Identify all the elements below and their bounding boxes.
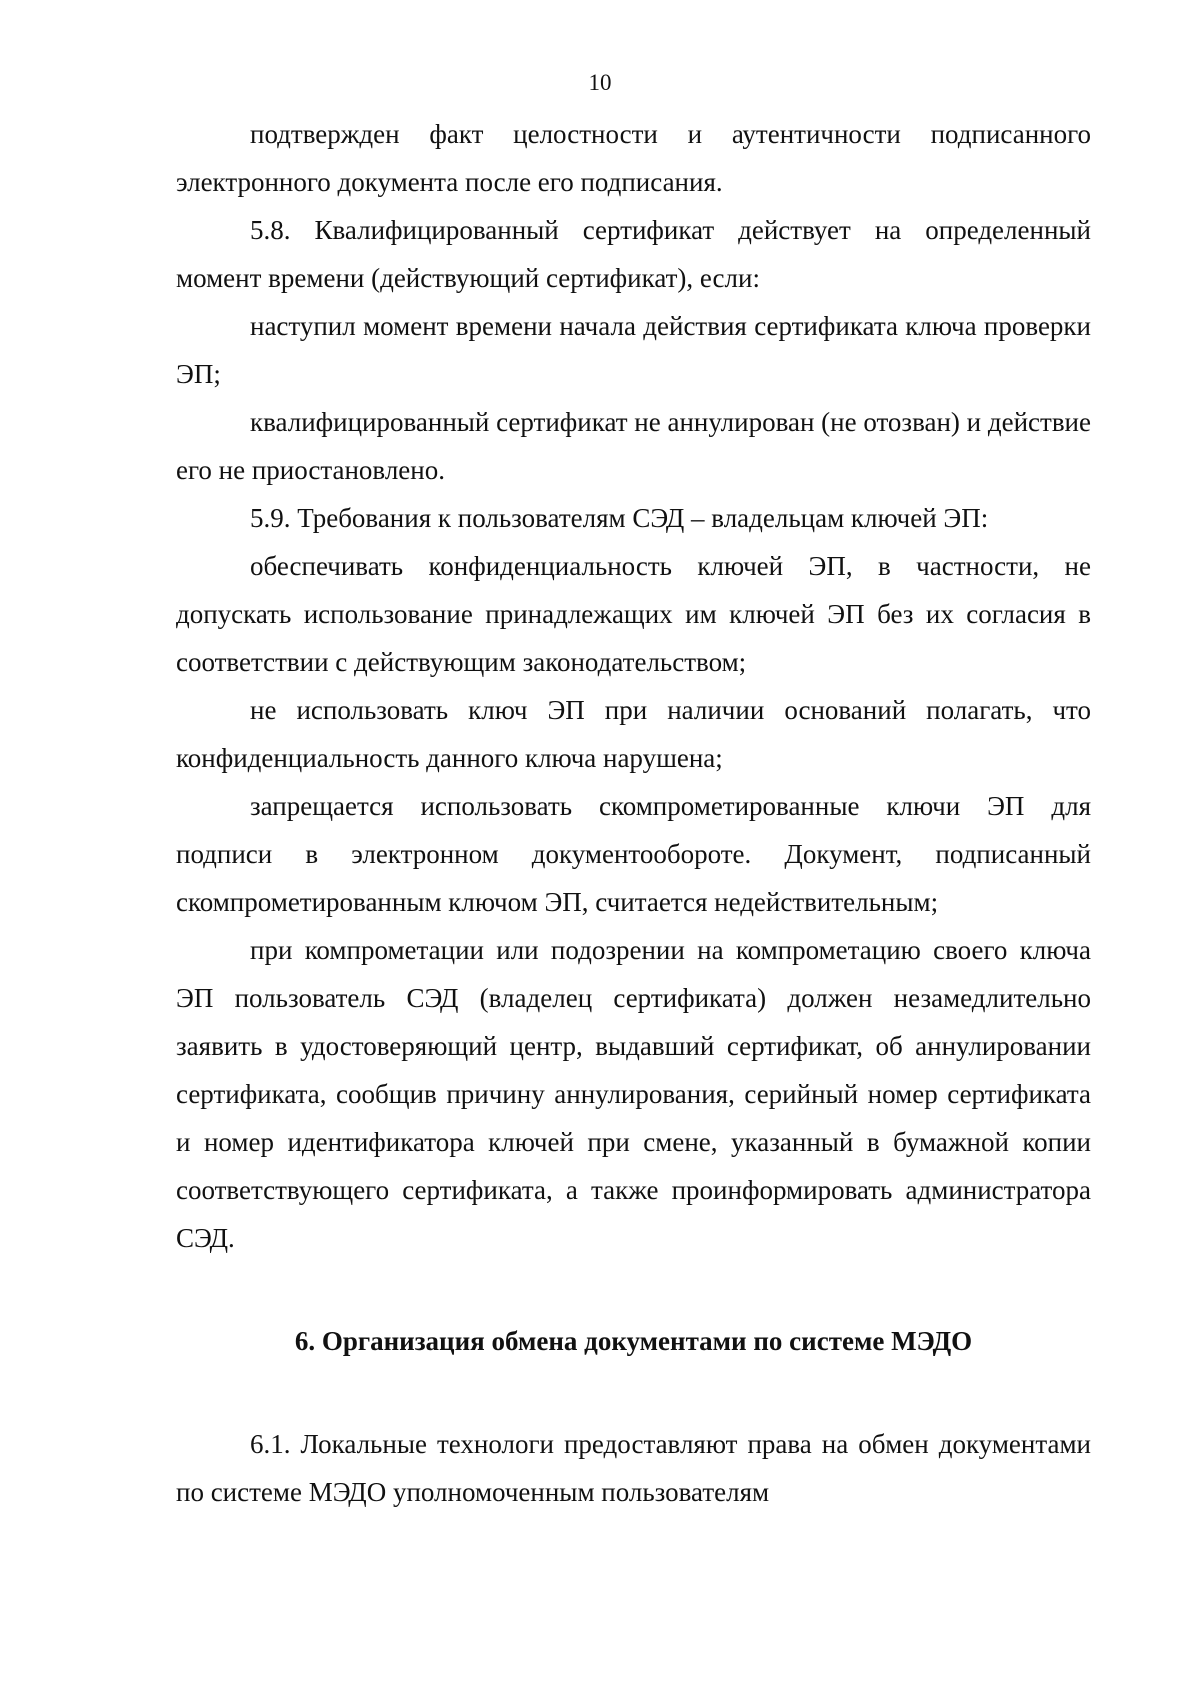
paragraph-not-revoked: квалифицированный сертификат не аннулирован (не отозван) и действие его не приостановлено. bbox=[176, 407, 1091, 485]
paragraph-validity-start: наступил момент времени начала действия сертификата ключа проверки ЭП; bbox=[176, 311, 1091, 389]
document-body bbox=[176, 110, 1091, 1516]
paragraph-6-1: 6.1. Локальные технологи предоставляют права на обмен документами по системе МЭДО уполномоченным пользователям bbox=[176, 1429, 1091, 1507]
paragraph-do-not-use-key: не использовать ключ ЭП при наличии оснований полагать, что конфиденциальность данного ключа нарушена; bbox=[176, 695, 1091, 773]
section-heading: 6. Организация обмена документами по системе МЭДО bbox=[294, 1326, 973, 1356]
paragraph-confidentiality: обеспечивать конфиденциальность ключей ЭП, в частности, не допускать использование принадлежащих им ключей ЭП без их согласия в соответствии с действующим законодательством; bbox=[176, 551, 1091, 677]
paragraph-5-9: 5.9. Требования к пользователям СЭД – владельцам ключей ЭП: bbox=[250, 503, 989, 533]
paragraph-5-8: 5.8. Квалифицированный сертификат действует на определенный момент времени (действующий сертификат), если: bbox=[176, 215, 1091, 293]
paragraph-compromise-procedure: при компрометации или подозрении на компрометацию своего ключа ЭП пользователь СЭД (владелец сертификата) должен незамедлительно заявить в удостоверяющий центр, выдавший сертификат, об аннулировании сертификата, сообщив причину аннулирования, серийный номер сертификата и номер идентификатора ключей при смене, указанный в бумажной копии соответствующего сертификата, а также проинформировать администратора СЭД. bbox=[176, 935, 1091, 1253]
page-number: 10 bbox=[588, 70, 612, 95]
paragraph-integrity-confirmed: подтвержден факт целостности и аутентичности подписанного электронного документа после его подписания. bbox=[176, 119, 1091, 197]
paragraph-compromised-keys: запрещается использовать скомпрометированные ключи ЭП для подписи в электронном документообороте. Документ, подписанный скомпрометированным ключом ЭП, считается недействительным; bbox=[176, 791, 1091, 917]
